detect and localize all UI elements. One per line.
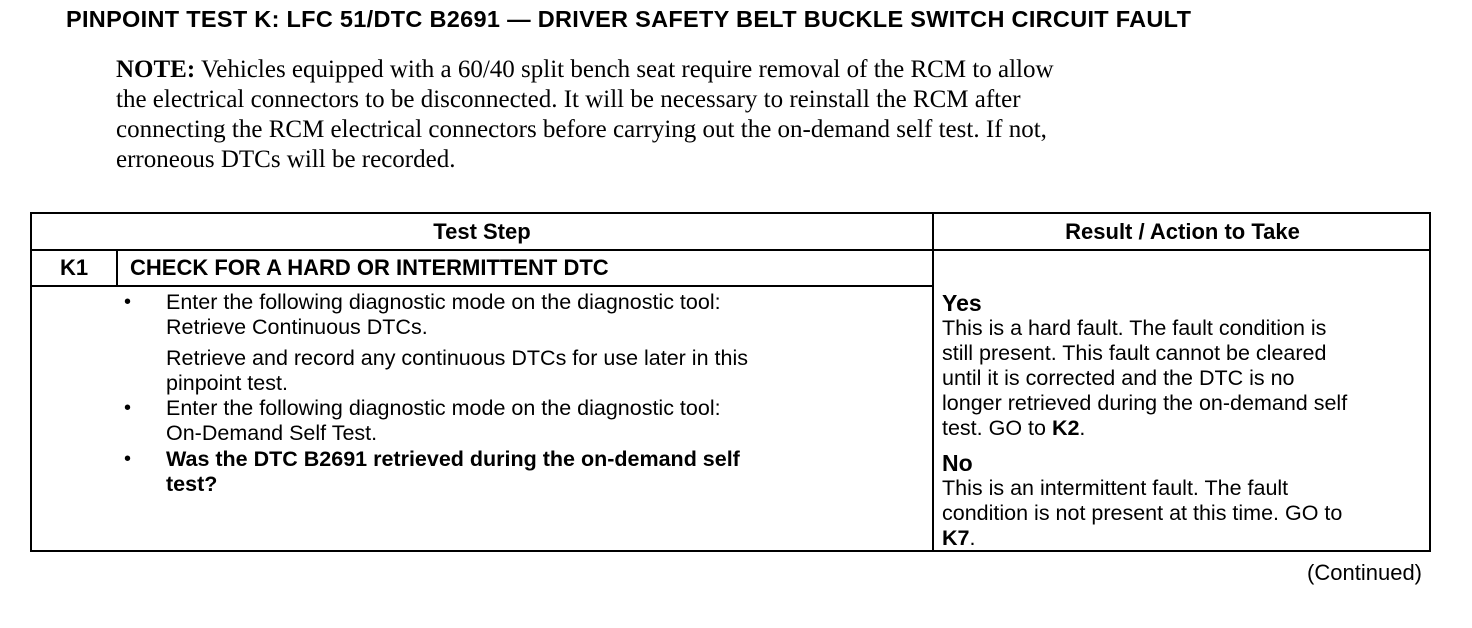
yes-line (942, 416, 1428, 441)
step-title-divider (32, 285, 932, 287)
no-line: condition is not present at this time. GO to (942, 501, 1343, 525)
no-label: No (942, 450, 973, 476)
bullet-icon: • (124, 291, 132, 313)
yes-label: Yes (942, 290, 982, 316)
note-line: connecting the RCM electrical connectors before carrying out the on-demand self test. If not, (116, 116, 1047, 143)
bullet-icon: • (124, 448, 132, 470)
step-id: K1 (59, 255, 89, 280)
continued-label: (Continued) (1307, 560, 1422, 585)
instruction-text (166, 346, 748, 396)
note-line: the electrical connectors to be disconnected. It will be necessary to reinstall the RCM after (116, 86, 1021, 113)
pinpoint-test-table (30, 212, 1431, 552)
yes-line: still present. This fault cannot be cleared (942, 341, 1327, 365)
column-divider (932, 214, 934, 550)
yes-text (942, 316, 1428, 441)
header-divider (32, 249, 1429, 251)
note-line (116, 55, 1346, 85)
note-text: Vehicles equipped with a 60/40 split bench seat require removal of the RCM to allow (195, 56, 1054, 83)
instruction-question (166, 447, 740, 497)
yes-line: This is a hard fault. The fault condition is (942, 316, 1327, 340)
yes-line: longer retrieved during the on-demand self (942, 391, 1348, 415)
instruction-line: Enter the following diagnostic mode on the diagnostic tool: (166, 396, 721, 420)
instruction-line: test? (166, 472, 218, 496)
instruction-text (166, 396, 721, 446)
note-line: erroneous DTCs will be recorded. (116, 146, 456, 173)
instruction-line: On-Demand Self Test. (166, 421, 378, 445)
yes-line: until it is corrected and the DTC is no (942, 366, 1295, 390)
instruction-line: Retrieve Continuous DTCs. (166, 315, 428, 339)
instruction-line: Was the DTC B2691 retrieved during the on-demand self (166, 447, 740, 471)
no-text (942, 476, 1428, 551)
instruction-line: Retrieve and record any continuous DTCs for use later in this (166, 346, 748, 370)
yes-period: . (1079, 416, 1086, 440)
result-action-column (942, 290, 1428, 551)
no-period: . (969, 526, 976, 550)
step-title: CHECK FOR A HARD OR INTERMITTENT DTC (130, 255, 609, 280)
note-block (116, 55, 1346, 175)
header-test-step: Test Step (433, 219, 531, 244)
page-title: PINPOINT TEST K: LFC 51/DTC B2691 — DRIVER SAFETY BELT BUCKLE SWITCH CIRCUIT FAULT (66, 6, 1192, 32)
note-label: NOTE: (116, 56, 196, 83)
goto-k7-link[interactable]: K7 (942, 526, 970, 550)
instruction-line: pinpoint test. (166, 371, 288, 395)
header-result-action: Result / Action to Take (1065, 219, 1300, 244)
yes-goto-text: test. GO to (942, 416, 1052, 440)
no-line (942, 526, 1428, 551)
instruction-text (166, 290, 721, 340)
no-line: This is an intermittent fault. The fault (942, 476, 1289, 500)
bullet-icon: • (124, 397, 132, 419)
step-id-divider (116, 251, 118, 285)
instruction-line: Enter the following diagnostic mode on the diagnostic tool: (166, 290, 721, 314)
goto-k2-link[interactable]: K2 (1051, 416, 1080, 440)
